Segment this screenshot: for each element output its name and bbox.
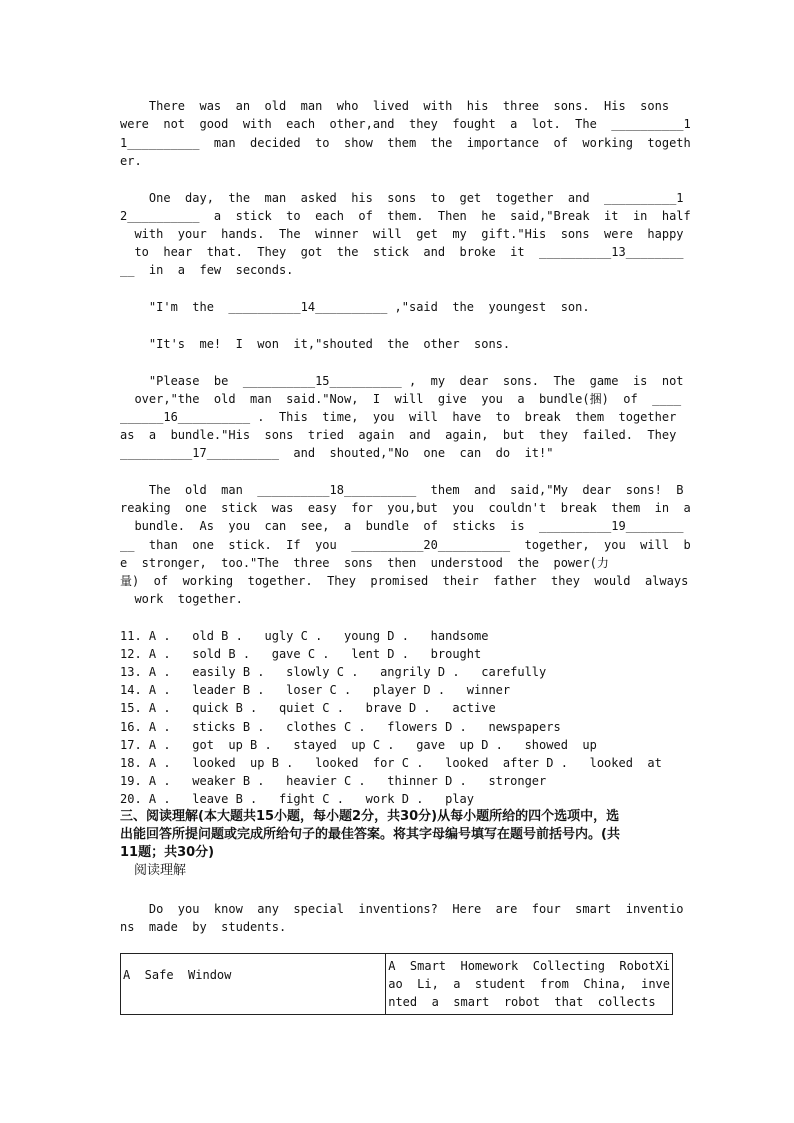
passage-line: There was an old man who lived with his three sons. His sons bbox=[120, 99, 670, 113]
cell-line: A Smart Homework Collecting RobotXi bbox=[388, 959, 670, 973]
option-row: 15. A . quick B . quiet C . brave D . active bbox=[120, 701, 496, 715]
option-row: 14. A . leader B . loser C . player D . winner bbox=[120, 683, 511, 697]
passage-line: "Please be __________15__________ , my dear sons. The game is not bbox=[120, 374, 684, 388]
passage-line: The old man __________18__________ them and said,"My dear sons! B bbox=[120, 483, 684, 497]
option-row: 18. A . looked up B . looked for C . looked after D . looked at bbox=[120, 756, 662, 770]
cell-line: nted a smart robot that collects bbox=[388, 995, 656, 1009]
passage-line: bundle. As you can see, a bundle of sticks is __________19________ bbox=[120, 519, 684, 533]
passage-line: over,"the old man said."Now, I will give you a bundle(捆) of ____ bbox=[120, 392, 682, 406]
passage-paragraph-4: "It's me! I won it,"shouted the other sons. bbox=[120, 337, 511, 351]
passage-line: were not good with each other,and they fought a lot. The __________1 bbox=[120, 117, 691, 131]
passage-line: 2__________ a stick to each of them. Then he said,"Break it in half bbox=[120, 209, 691, 223]
table-row bbox=[121, 954, 673, 1015]
option-row: 20. A . leave B . fight C . work D . play bbox=[120, 792, 475, 806]
table-cell-safe-window bbox=[121, 954, 386, 1015]
passage-line: __ in a few seconds. bbox=[120, 263, 294, 277]
inventions-table bbox=[120, 953, 673, 1015]
cell-title: A Safe Window bbox=[123, 968, 232, 982]
section-subheading: 阅读理解 bbox=[134, 863, 187, 878]
passage-line: 量) of working together. They promised their father they would always bbox=[120, 574, 689, 588]
passage-line: __ than one stick. If you __________20__________ together, you will b bbox=[120, 538, 691, 552]
passage-line: as a bundle."His sons tried again and again, but they failed. They bbox=[120, 428, 677, 442]
passage-line: 1__________ man decided to show them the importance of working togeth bbox=[120, 136, 691, 150]
passage-line: work together. bbox=[120, 592, 243, 606]
passage-line: to hear that. They got the stick and broke it __________13________ bbox=[120, 245, 684, 259]
option-row: 16. A . sticks B . clothes C . flowers D . newspapers bbox=[120, 720, 561, 734]
passage-line: Do you know any special inventions? Here are four smart inventio bbox=[120, 902, 684, 916]
passage-line: ______16__________ . This time, you will have to break them together bbox=[120, 410, 677, 424]
passage-paragraph-3: "I'm the __________14__________ ,"said the youngest son. bbox=[120, 300, 590, 314]
option-row: 11. A . old B . ugly C . young D . handsome bbox=[120, 629, 489, 643]
option-row: 12. A . sold B . gave C . lent D . brought bbox=[120, 647, 482, 661]
table-cell-homework-robot bbox=[386, 954, 673, 1015]
option-row: 13. A . easily B . slowly C . angrily D . carefully bbox=[120, 665, 547, 679]
passage-line: reaking one stick was easy for you,but you couldn't break them in a bbox=[120, 501, 691, 515]
passage-line: with your hands. The winner will get my gift."His sons were happy bbox=[120, 227, 684, 241]
cell-line: ao Li, a student from China, inve bbox=[388, 977, 670, 991]
passage-line: er. bbox=[120, 154, 142, 168]
section-heading-line: 11题；共30分) bbox=[120, 845, 215, 860]
passage-line: __________17__________ and shouted,"No one can do it!" bbox=[120, 446, 554, 460]
option-row: 17. A . got up B . stayed up C . gave up D . showed up bbox=[120, 738, 597, 752]
section-heading-line: 出能回答所提问题或完成所给句子的最佳答案。将其字母编号填写在题号前括号内。(共 bbox=[120, 827, 620, 842]
section-heading-line: 三、阅读理解(本大题共15小题，每小题2分，共30分)从每小题所给的四个选项中，选 bbox=[120, 809, 620, 824]
passage-line: ns made by students. bbox=[120, 920, 287, 934]
passage-line: e stronger, too."The three sons then understood the power(力 bbox=[120, 556, 609, 570]
option-row: 19. A . weaker B . heavier C . thinner D . stronger bbox=[120, 774, 547, 788]
passage-line: One day, the man asked his sons to get together and __________1 bbox=[120, 191, 684, 205]
